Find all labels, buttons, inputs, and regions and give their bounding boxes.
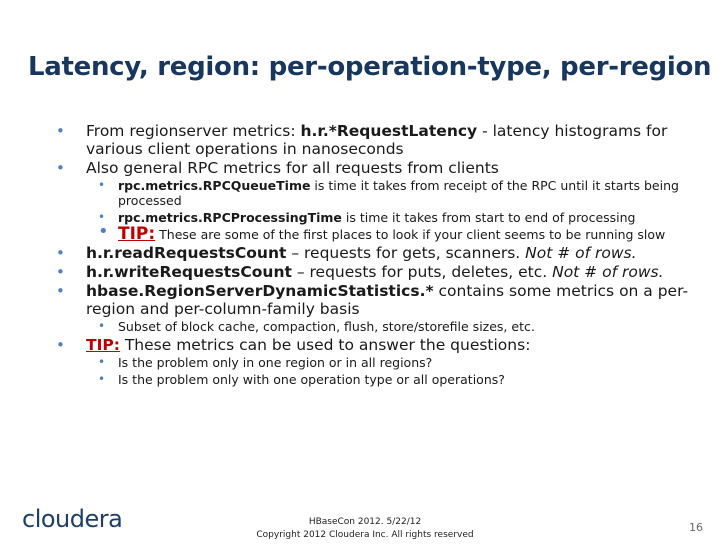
bullet-text-bold: h.r.*RequestLatency [300,122,478,140]
bullet-text-italic: Not # of rows. [552,263,664,281]
bullet-text-post: is time it takes from receipt of the RPC until it starts being processed [118,178,679,208]
bullet-text-post: - latency histograms for various client operations in nanoseconds [86,122,668,158]
subbullet-queue-time [98,178,696,208]
bullet-text-bold: rpc.metrics.RPCQueueTime [118,178,311,193]
slide-title: Latency, region: per-operation-type, per-region [28,52,712,82]
subbullet-question-region [98,355,696,370]
bullet-text: Subset of block cache, compaction, flush, store/storefile sizes, etc. [118,319,535,334]
bullet-dot-icon: • [98,372,106,386]
bullet-text: Also general RPC metrics for all requests from clients [86,159,499,177]
bullet-dot-icon: • [98,178,106,192]
bullet-text-pre: From regionserver metrics: [86,122,301,140]
bullet-dot-icon: • [98,221,109,242]
slide-body [56,122,696,389]
bullet-dot-icon: • [56,244,65,262]
bullet-write-requests [56,263,696,281]
bullet-text-post: These are some of the first places to look if your client seems to be running slow [155,227,666,242]
bullet-text-bold: rpc.metrics.RPCProcessingTime [118,210,342,225]
bullet-text-italic: Not # of rows. [525,244,637,262]
bullet-dot-icon: • [98,355,106,369]
bullet-dot-icon: • [56,282,65,300]
bullet-dot-icon: • [98,210,106,224]
bullet-text-bold: h.r.writeRequestsCount [86,263,292,281]
bullet-text-bold: h.r.readRequestsCount [86,244,287,262]
bullet-tip-questions [56,336,696,354]
bullet-text-post: contains some metrics on a per-region and per-column-family basis [86,282,689,318]
bullet-dot-icon: • [98,319,106,333]
bullet-dot-icon: • [56,263,65,281]
bullet-dot-icon: • [56,336,65,354]
subbullet-tip [98,221,696,244]
tip-label: TIP: [118,224,156,244]
footer-event: HBaseCon 2012. 5/22/12 [308,517,422,527]
subbullet-processing-time [98,210,696,225]
bullet-dynamic-statistics [56,282,696,318]
bullet-dot-icon: • [56,122,65,140]
bullet-text-post: – requests for puts, deletes, etc. [291,263,553,281]
bullet-rpc-metrics [56,159,696,177]
bullet-dot-icon: • [56,159,65,177]
subbullet-question-operation [98,372,696,387]
footer-info [230,516,500,542]
footer-copyright: Copyright 2012 Cloudera Inc. All rights reserved [256,530,474,540]
bullet-text-post: is time it takes from start to end of processing [341,210,636,225]
tip-label: TIP: [86,336,120,354]
page-number: 16 [689,521,703,534]
cloudera-logo: cloudera [22,505,123,533]
bullet-text: Is the problem only in one region or in all regions? [118,355,433,370]
bullet-request-latency [56,122,696,158]
bullet-text-post: – requests for gets, scanners. [286,244,526,262]
bullet-text-post: These metrics can be used to answer the questions: [119,336,531,354]
bullet-read-requests [56,244,696,262]
bullet-text: Is the problem only with one operation type or all operations? [118,372,505,387]
bullet-text-bold: hbase.RegionServerDynamicStatistics.* [86,282,434,300]
subbullet-subset [98,319,696,334]
